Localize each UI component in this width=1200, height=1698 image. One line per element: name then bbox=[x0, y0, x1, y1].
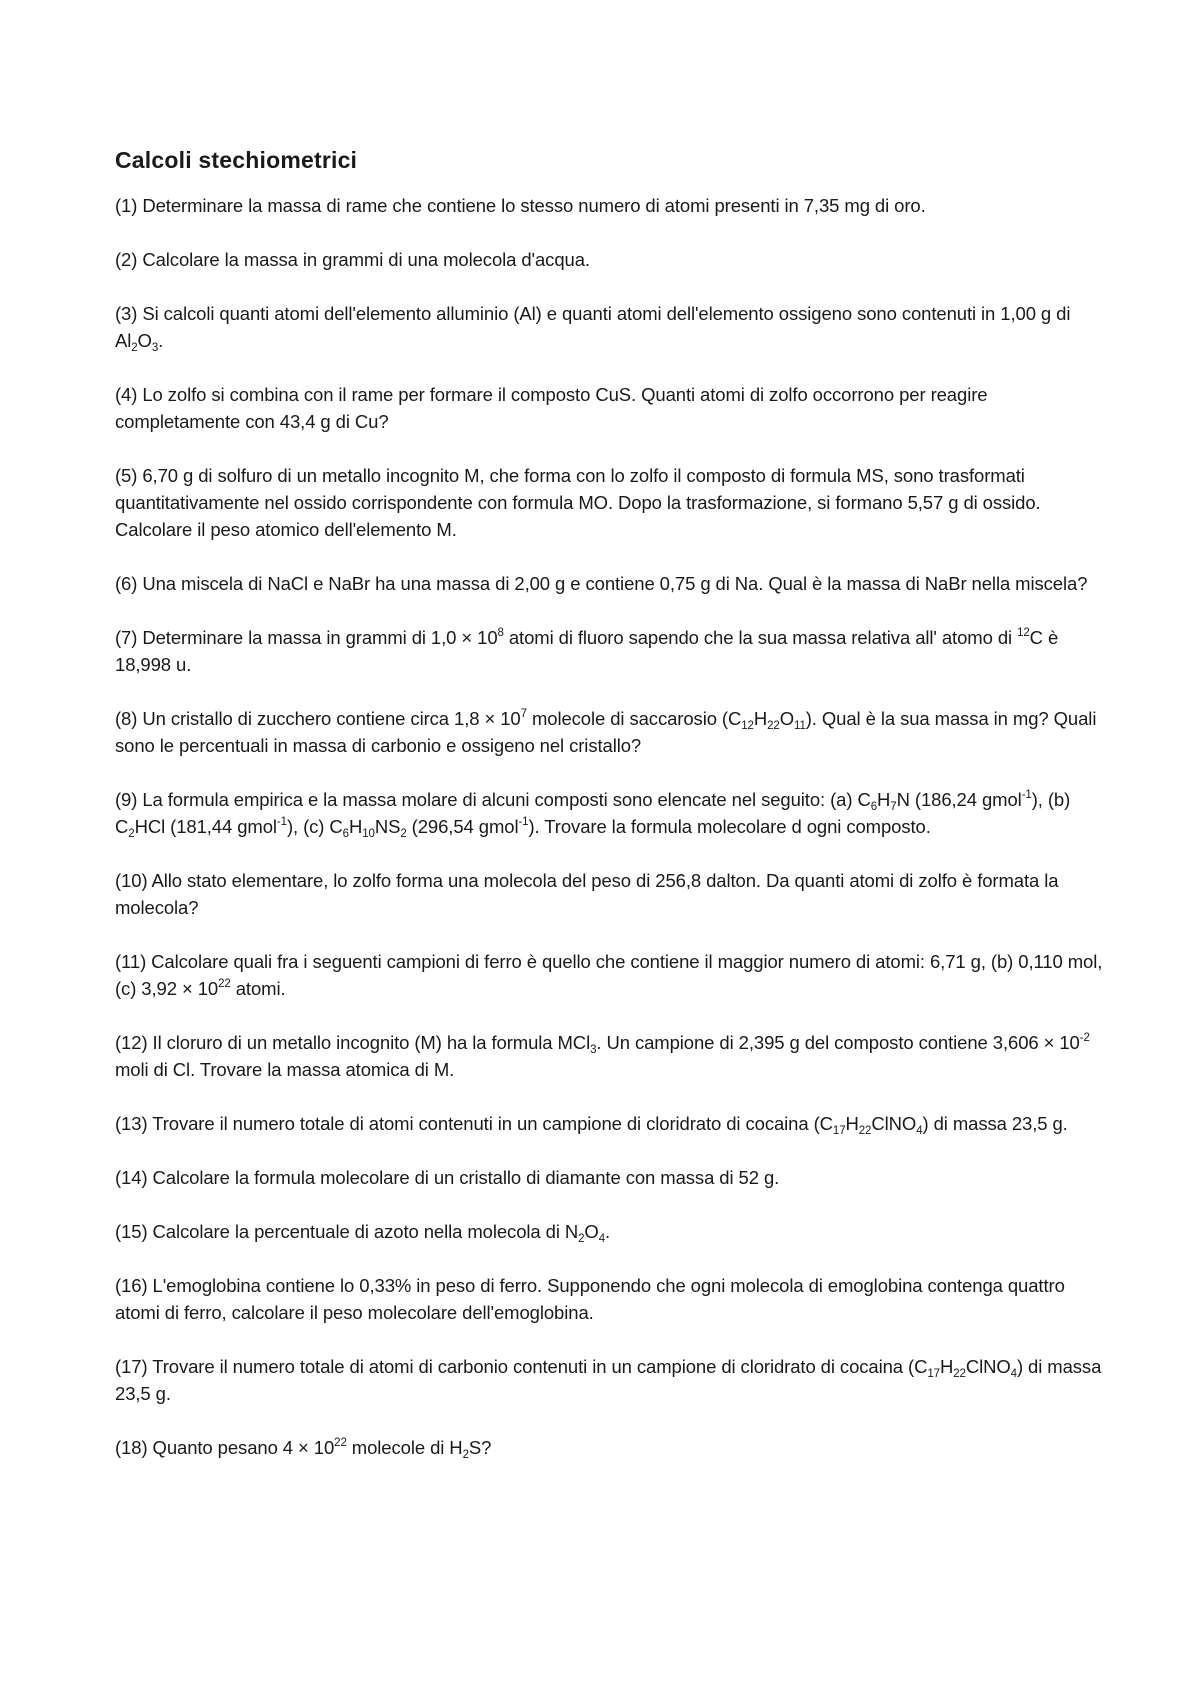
problem-text: atomi. bbox=[230, 978, 286, 999]
problem-text: O bbox=[137, 330, 152, 351]
superscript: 22 bbox=[218, 978, 231, 990]
subscript: 2 bbox=[400, 828, 407, 840]
problem-18 bbox=[115, 1434, 1105, 1461]
subscript: 17 bbox=[832, 1125, 846, 1137]
problem-11 bbox=[115, 948, 1108, 1002]
problem-text: (13) Trovare il numero totale di atomi contenuti in un campione di cloridrato di cocaina (C bbox=[115, 1113, 833, 1134]
problem-text: NS bbox=[374, 816, 401, 837]
subscript: 7 bbox=[890, 801, 897, 813]
problem-text: (4) Lo zolfo si combina con il rame per formare il composto CuS. Quanti atomi di zolfo occorrono per reagire completamente con 43,4 g di Cu? bbox=[115, 384, 993, 432]
problem-17 bbox=[115, 1353, 1105, 1407]
problem-text: (6) Una miscela di NaCl e NaBr ha una massa di 2,00 g e contiene 0,75 g di Na. Qual è la massa di NaBr nella miscela? bbox=[115, 573, 1088, 594]
problem-10 bbox=[115, 867, 1105, 921]
problem-text: (10) Allo stato elementare, lo zolfo forma una molecola del peso di 256,8 dalton. Da quanti atomi di zolfo è formata la molecola? bbox=[115, 870, 1064, 918]
subscript: 22 bbox=[858, 1125, 872, 1137]
problem-text: (15) Calcolare la percentuale di azoto nella molecola di N bbox=[115, 1221, 579, 1242]
problem-text: molecole di H bbox=[346, 1437, 463, 1458]
problem-text: (7) Determinare la massa in grammi di 1,0 × 10 bbox=[115, 627, 498, 648]
problem-text: H bbox=[845, 1113, 859, 1134]
problem-text: ClNO bbox=[965, 1356, 1011, 1377]
problem-text: molecole di saccarosio (C bbox=[526, 708, 742, 729]
problem-text: ). Trovare la formula molecolare d ogni composto. bbox=[528, 816, 931, 837]
problem-text: O bbox=[584, 1221, 599, 1242]
problem-text: O bbox=[779, 708, 794, 729]
problem-text: (2) Calcolare la massa in grammi di una molecola d'acqua. bbox=[115, 249, 590, 270]
subscript: 11 bbox=[794, 720, 806, 732]
problem-text: (18) Quanto pesano 4 × 10 bbox=[115, 1437, 335, 1458]
problem-text: (16) L'emoglobina contiene lo 0,33% in peso di ferro. Supponendo che ogni molecola di emoglobina contenga quattro atomi di ferro, calcolare il peso molecolare dell'emoglobina. bbox=[115, 1275, 1070, 1323]
problem-text: (8) Un cristallo di zucchero contiene circa 1,8 × 10 bbox=[115, 708, 521, 729]
problem-text: ), (c) C bbox=[286, 816, 343, 837]
problem-text: ), (b) C bbox=[115, 789, 1076, 837]
subscript: 4 bbox=[916, 1125, 923, 1137]
subscript: 3 bbox=[590, 1044, 597, 1056]
problem-text: (296,54 gmol bbox=[406, 816, 519, 837]
problem-text: ) di massa 23,5 g. bbox=[115, 1356, 1107, 1404]
superscript: -1 bbox=[1021, 789, 1032, 801]
subscript: 4 bbox=[598, 1233, 606, 1245]
problem-9 bbox=[115, 786, 1105, 840]
problem-8 bbox=[115, 705, 1105, 759]
problem-text: . bbox=[158, 330, 164, 351]
subscript: 22 bbox=[953, 1368, 966, 1380]
document-page bbox=[115, 146, 1108, 1488]
problem-15 bbox=[115, 1218, 1105, 1245]
problem-5 bbox=[115, 462, 1105, 543]
problem-text: (9) La formula empirica e la massa molare di alcuni composti sono elencate nel seguito: (a) C bbox=[115, 789, 871, 810]
problem-7 bbox=[115, 624, 1105, 678]
problem-1 bbox=[115, 192, 1105, 219]
problem-text: H bbox=[939, 1356, 954, 1377]
problem-text: HCl (181,44 gmol bbox=[134, 816, 277, 837]
superscript: -2 bbox=[1079, 1032, 1090, 1044]
subscript: 6 bbox=[870, 801, 878, 813]
document-title: Calcoli stechiometrici bbox=[115, 147, 358, 173]
superscript: 12 bbox=[1017, 627, 1030, 639]
problem-text: ). Qual è la sua massa in mg? Quali sono le percentuali in massa di carbonio e ossigeno nel cristallo? bbox=[115, 708, 1102, 756]
problem-text: (11) Calcolare quali fra i seguenti campioni di ferro è quello che contiene il maggior numero di atomi: 6,71 g, (b) 0,110 mol, (c) 3,92 × 10 bbox=[115, 951, 1108, 999]
subscript: 2 bbox=[578, 1233, 585, 1245]
problem-13 bbox=[115, 1110, 1105, 1137]
problem-text: N (186,24 gmol bbox=[896, 789, 1022, 810]
subscript: 2 bbox=[131, 342, 138, 354]
subscript: 10 bbox=[362, 828, 375, 840]
problem-3 bbox=[115, 300, 1105, 354]
problem-text: (12) Il cloruro di un metallo incognito (M) ha la formula MCl bbox=[115, 1032, 591, 1053]
problem-list bbox=[115, 192, 1108, 1461]
subscript: 12 bbox=[741, 720, 754, 732]
problem-4 bbox=[115, 381, 1105, 435]
problem-2 bbox=[115, 246, 1105, 273]
problem-text: ClNO bbox=[871, 1113, 917, 1134]
problem-text: (3) Si calcoli quanti atomi dell'elemento alluminio (Al) e quanti atomi dell'elemento ossigeno sono contenuti in 1,00 g di Al bbox=[115, 303, 1075, 351]
superscript: 22 bbox=[334, 1437, 347, 1449]
problem-6 bbox=[115, 570, 1105, 597]
problem-text: ) di massa 23,5 g. bbox=[922, 1113, 1068, 1134]
superscript: 8 bbox=[497, 627, 504, 639]
problem-16 bbox=[115, 1272, 1105, 1326]
problem-12 bbox=[115, 1029, 1105, 1083]
problem-text: . bbox=[605, 1221, 611, 1242]
subscript: 17 bbox=[927, 1368, 940, 1380]
superscript: -1 bbox=[276, 816, 287, 828]
superscript: -1 bbox=[518, 816, 529, 828]
problem-text: (14) Calcolare la formula molecolare di un cristallo di diamante con massa di 52 g. bbox=[115, 1167, 780, 1188]
subscript: 3 bbox=[151, 342, 159, 354]
problem-text: moli di Cl. Trovare la massa atomica di M. bbox=[115, 1032, 1095, 1080]
subscript: 2 bbox=[462, 1449, 469, 1461]
problem-14 bbox=[115, 1164, 1105, 1191]
problem-text: C è 18,998 u. bbox=[115, 627, 1064, 675]
subscript: 2 bbox=[128, 828, 135, 840]
problem-text: H bbox=[348, 816, 363, 837]
problem-text: S? bbox=[468, 1437, 492, 1458]
problem-text: (17) Trovare il numero totale di atomi di carbonio contenuti in un campione di cloridrato di cocaina (C bbox=[115, 1356, 928, 1377]
subscript: 6 bbox=[342, 828, 349, 840]
subscript: 22 bbox=[767, 720, 780, 732]
problem-text: atomi di fluoro sapendo che la sua massa relativa all' atomo di bbox=[503, 627, 1018, 648]
problem-text: H bbox=[753, 708, 768, 729]
problem-text: (1) Determinare la massa di rame che contiene lo stesso numero di atomi presenti in 7,35 mg di oro. bbox=[115, 195, 926, 216]
problem-text: (5) 6,70 g di solfuro di un metallo incognito M, che forma con lo zolfo il composto di formula MS, sono trasformati quantitativamente nel ossido corrispondente con formula MO. Dopo la trasformazione, si formano 5,57 g di ossido. Calcolare il peso atomico dell'elemento M. bbox=[115, 465, 1046, 540]
superscript: 7 bbox=[520, 708, 527, 720]
problem-text: H bbox=[877, 789, 891, 810]
subscript: 4 bbox=[1010, 1368, 1017, 1380]
problem-text: . Un campione di 2,395 g del composto contiene 3,606 × 10 bbox=[596, 1032, 1080, 1053]
